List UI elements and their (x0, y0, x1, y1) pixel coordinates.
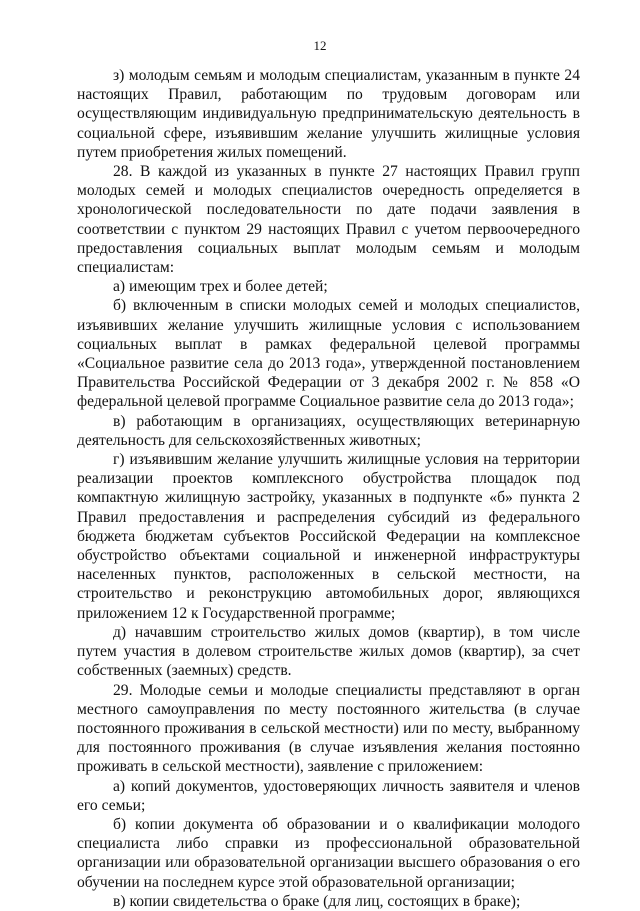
paragraph-28-d: д) начавшим строительство жилых домов (квартир), в том числе путем участия в долевом строительстве жилых домов (квартир), за счет собственных (заемных) средств. (77, 623, 580, 680)
paragraph-29-a: а) копий документов, удостоверяющих личность заявителя и членов его семьи; (77, 777, 580, 814)
document-body (77, 66, 580, 911)
paragraph-28: 28. В каждой из указанных в пункте 27 настоящих Правил групп молодых семей и молодых специалистов очередность определяется в хронологической последовательности по дате подачи заявления в соответствии с пунктом 29 настоящих Правил с учетом первоочередного предоставления социальных выплат молодым семьям и молодым специалистам: (77, 163, 580, 277)
paragraph-29-b: б) копии документа об образовании и о квалификации молодого специалиста либо справки из профессиональной образовательной организации или образовательной организации высшего образования о его обучении на последнем курсе этой образовательной организации; (77, 815, 580, 891)
paragraph-item-z: з) молодым семьям и молодым специалистам, указанным в пункте 24 настоящих Правил, работающим по трудовым договорам или осуществляющим индивидуальную предпринимательскую деятельность в социальной сфере, изъявившим желание улучшить жилищные условия путем приобретения жилых помещений. (77, 67, 580, 161)
paragraph-29: 29. Молодые семьи и молодые специалисты представляют в орган местного самоуправления по месту постоянного жительства (в случае постоянного проживания в сельской местности) или по месту, выбранному для постоянного проживания (в случае изъявления желания постоянно проживать в сельской местности), заявление с приложением: (77, 681, 580, 776)
paragraph-28-b: б) включенным в списки молодых семей и молодых специалистов, изъявивших желание улучшить жилищные условия с использованием социальных выплат в рамках федеральной целевой программы «Социальное развитие села до 2013 года», утвержденной постановлением Правительства Российской Федерации от 3 декабря 2002 г. № 858 «О федеральной целевой программе Социальное развитие села до 2013 года»; (77, 297, 580, 411)
paragraph-28-a: а) имеющим трех и более детей; (113, 278, 328, 296)
paragraph-28-g: г) изъявившим желание улучшить жилищные условия на территории реализации проектов комплексного обустройства площадок под компактную жилищную застройку, указанных в подпункте «б» пункта 2 Правил предоставления и распределения субсидий из федерального бюджета бюджетам субъектов Российской Федерации на комплексное обустройство объектами социальной и инженерной инфраструктуры населенных пунктов, расположенных в сельской местности, на строительство и реконструкцию автомобильных дорог, являющихся приложением 12 к Государственной программе; (77, 451, 580, 622)
paragraph-29-v: в) копии свидетельства о браке (для лиц, состоящих в браке); (113, 892, 521, 910)
page-number: 12 (313, 38, 327, 53)
paragraph-28-v: в) работающим в организациях, осуществляющих ветеринарную деятельность для сельскохозяйственных животных; (77, 412, 580, 449)
